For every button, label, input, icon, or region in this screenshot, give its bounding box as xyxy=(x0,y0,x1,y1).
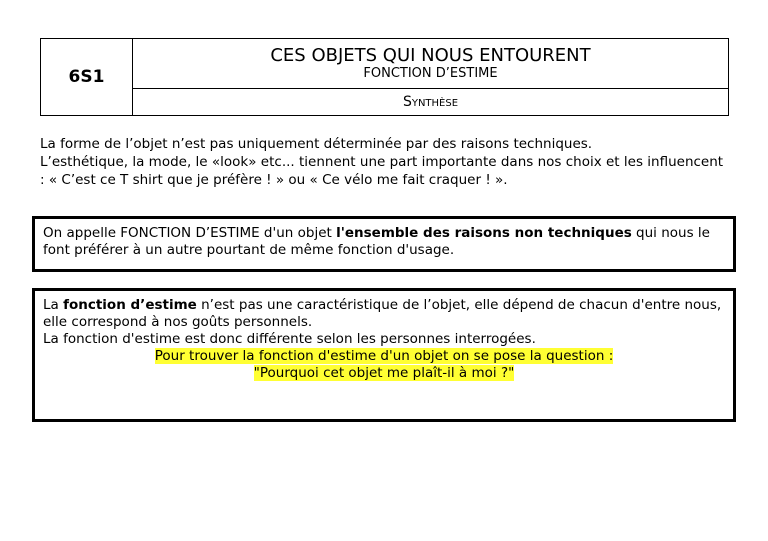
estime-box xyxy=(32,288,736,422)
estime-line-2: La fonction d'estime est donc différente selon les personnes interrogées. xyxy=(43,331,536,347)
estime-lead: La xyxy=(43,297,64,313)
course-code: 6S1 xyxy=(41,39,133,115)
intro-line-1: La forme de l’objet n’est pas uniquement déterminée par des raisons techniques. xyxy=(40,136,593,152)
estime-text xyxy=(43,297,725,331)
question-line-1: Pour trouver la fonction d'estime d'un objet on se pose la question : xyxy=(154,348,614,364)
definition-before: On appelle FONCTION D’ESTIME d'un objet xyxy=(43,225,337,241)
question-line-2: "Pourquoi cet objet me plaît-il à moi ?" xyxy=(253,365,515,381)
estime-bold: fonction d’estime xyxy=(63,297,197,313)
intro-paragraph xyxy=(40,135,730,189)
definition-after: qui nous le font préférer à un autre pourtant de même fonction d'usage. xyxy=(43,225,710,258)
title-column xyxy=(133,39,728,115)
intro-line-2: L’esthétique, la mode, le «look» etc... tiennent une part importante dans nos choix et les influencent : « C’est ce T shirt que je préfère ! » ou « Ce vélo me fait craquer ! ». xyxy=(40,154,724,188)
definition-bold: l'ensemble des raisons non techniques xyxy=(336,225,632,241)
question-block xyxy=(43,348,725,382)
header-table xyxy=(40,38,729,116)
section-label: Synthèse xyxy=(402,94,459,110)
definition-text xyxy=(43,225,725,259)
page-subtitle: FONCTION D’ESTIME xyxy=(363,66,498,81)
title-cell xyxy=(133,39,728,89)
page-title: CES OBJETS QUI NOUS ENTOURENT xyxy=(270,45,591,66)
definition-box xyxy=(32,216,736,272)
estime-rest: n’est pas une caractéristique de l’objet, elle dépend de chacun d'entre nous, elle correspond à nos goûts personnels. xyxy=(43,297,722,330)
